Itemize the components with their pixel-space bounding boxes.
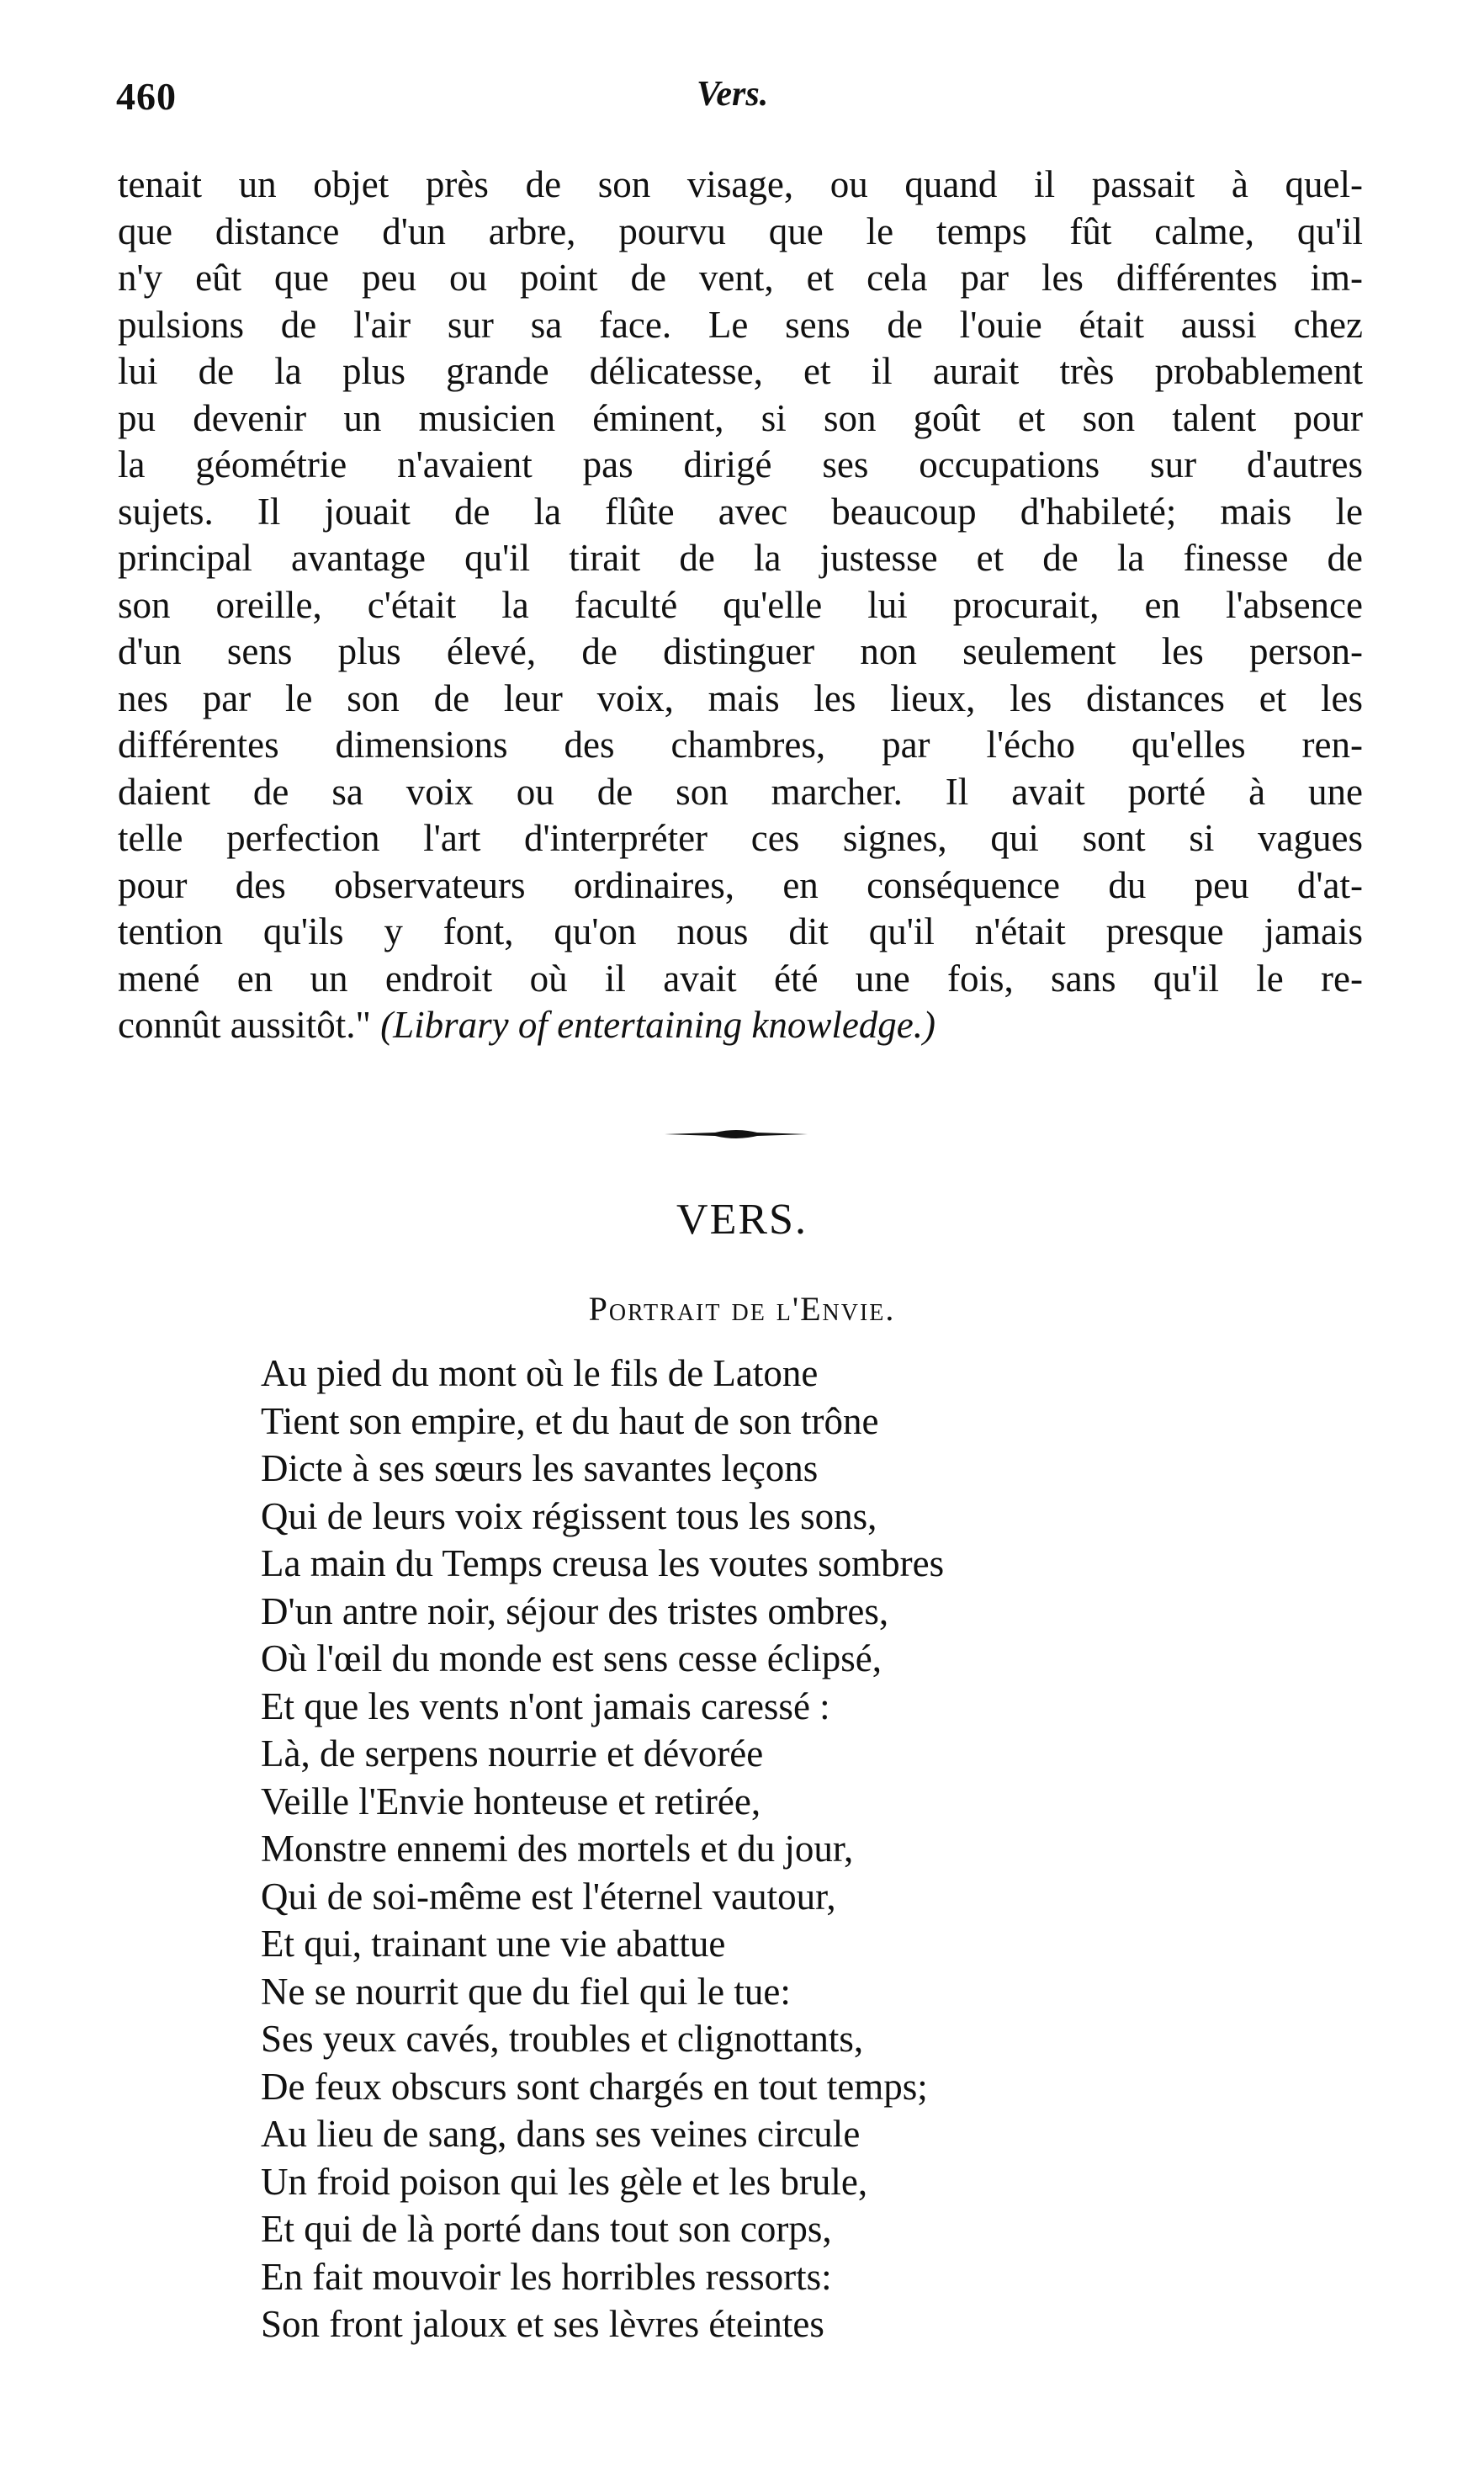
prose-line: telle perfection l'art d'interpréter ces signes, qui sont si vagues	[118, 817, 1363, 859]
prose-line: son oreille, c'était la faculté qu'elle lui procurait, en l'absence	[118, 583, 1363, 626]
prose-line-text: connût aussitôt."	[118, 1004, 381, 1046]
prose-line: pu devenir un musicien éminent, si son goût et son talent pour	[118, 396, 1363, 439]
verse-line: De feux obscurs sont chargés en tout temps;	[261, 2065, 928, 2108]
source-citation: (Library of entertaining knowledge.)	[380, 1004, 936, 1046]
prose-line: lui de la plus grande délicatesse, et il aurait très probablement	[118, 350, 1363, 392]
verse-line: Ses yeux cavés, troubles et clignottants,	[261, 2018, 864, 2060]
verse-line: Veille l'Envie honteuse et retirée,	[261, 1780, 761, 1822]
page-number: 460	[116, 75, 177, 118]
section-heading: VERS.	[676, 1196, 808, 1244]
running-head	[116, 74, 1361, 133]
prose-line: nes par le son de leur voix, mais les lieux, les distances et les	[118, 676, 1363, 719]
verse-line: Et qui de là porté dans tout son corps,	[261, 2208, 832, 2250]
prose-line: sujets. Il jouait de la flûte avec beaucoup d'habileté; mais le	[118, 490, 1363, 533]
prose-line: que distance d'un arbre, pourvu que le temps fût calme, qu'il	[118, 210, 1363, 252]
prose-line: la géométrie n'avaient pas dirigé ses occupations sur d'autres	[118, 443, 1363, 485]
verse-line: Tient son empire, et du haut de son trône	[261, 1399, 879, 1442]
verse-line: D'un antre noir, séjour des tristes ombres,	[261, 1589, 889, 1632]
poem-title: Portrait de l'Envie.	[588, 1290, 896, 1328]
prose-line: n'y eût que peu ou point de vent, et cela par les différentes im-	[118, 257, 1363, 299]
prose-line: daient de sa voix ou de son marcher. Il avait porté à une	[118, 770, 1363, 813]
prose-line: principal avantage qu'il tirait de la justesse et de la finesse de	[118, 537, 1363, 579]
verse-line: Son front jaloux et ses lèvres éteintes	[261, 2303, 824, 2345]
verse-line: La main du Temps creusa les voutes sombres	[261, 1542, 945, 1584]
prose-paragraph	[118, 162, 1363, 1049]
prose-last-line	[118, 1002, 1363, 1049]
verse-line: Ne se nourrit que du fiel qui le tue:	[261, 1970, 791, 2013]
prose-line: différentes dimensions des chambres, par l'écho qu'elles ren-	[118, 724, 1363, 766]
ornamental-rule	[665, 1127, 808, 1141]
verse-line: Au pied du mont où le fils de Latone	[261, 1352, 819, 1394]
prose-line: mené en un endroit où il avait été une fois, sans qu'il le re-	[118, 957, 1363, 1000]
verse-line: Au lieu de sang, dans ses veines circule	[261, 2113, 861, 2155]
verse-line: Dicte à ses sœurs les savantes leçons	[261, 1447, 819, 1489]
prose-line: d'un sens plus élevé, de distinguer non seulement les person-	[118, 630, 1363, 672]
poem	[261, 1350, 1203, 2348]
prose-line: tenait un objet près de son visage, ou quand il passait à quel-	[118, 163, 1363, 205]
verse-line: Là, de serpens nourrie et dévorée	[261, 1732, 764, 1775]
verse-line: Monstre ennemi des mortels et du jour,	[261, 1828, 854, 1870]
verse-line: Un froid poison qui les gèle et les brule,	[261, 2160, 868, 2203]
verse-line: Qui de leurs voix régissent tous les sons,	[261, 1494, 877, 1537]
verse-line: Et qui, trainant une vie abattue	[261, 1923, 726, 1965]
verse-line: Et que les vents n'ont jamais caressé :	[261, 1684, 830, 1727]
prose-line: tention qu'ils y font, qu'on nous dit qu'il n'était presque jamais	[118, 910, 1363, 952]
prose-line: pulsions de l'air sur sa face. Le sens de l'ouie était aussi chez	[118, 303, 1363, 346]
verse-line: Qui de soi-même est l'éternel vautour,	[261, 1875, 836, 1918]
running-title: Vers.	[697, 75, 769, 114]
verse-line: Où l'œil du monde est sens cesse éclipsé,	[261, 1637, 882, 1679]
verse-line: En fait mouvoir les horribles ressorts:	[261, 2255, 832, 2298]
prose-line: pour des observateurs ordinaires, en conséquence du peu d'at-	[118, 863, 1363, 906]
